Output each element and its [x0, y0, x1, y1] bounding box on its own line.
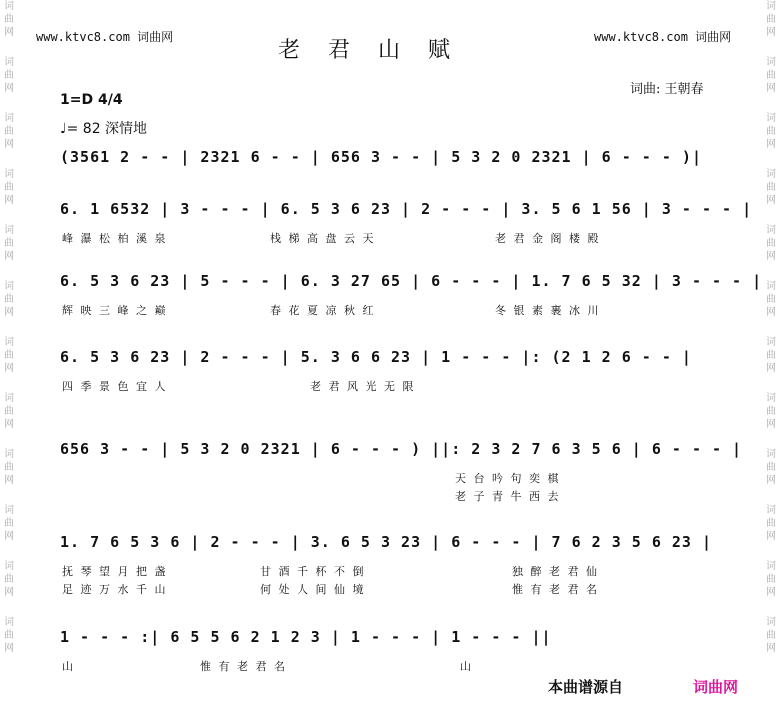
side-watermark-char: 词 — [766, 169, 776, 180]
side-watermark-char: 曲 — [766, 70, 776, 81]
side-watermark-char: 网 — [766, 643, 776, 654]
side-watermark-char: 曲 — [766, 350, 776, 361]
lyric-line: 四 季 景 色 宜 人 — [62, 380, 168, 393]
lyric-line: 春 花 夏 凉 秋 红 — [270, 304, 376, 317]
left-side-watermark — [2, 0, 16, 722]
side-watermark-char: 词 — [766, 393, 776, 404]
right-side-watermark — [764, 0, 778, 722]
side-watermark-char: 词 — [766, 505, 776, 516]
side-watermark-char: 曲 — [766, 462, 776, 473]
notation-row: 6. 5 3 6 23 | 2 - - - | 5. 3 6 6 23 | 1 - - - |: (2 1 2 6 - - | — [60, 348, 692, 366]
lyric-line: 惟 有 老 君 名 — [200, 660, 287, 673]
side-watermark-char: 网 — [4, 307, 14, 318]
side-watermark-char: 网 — [4, 83, 14, 94]
side-watermark-char: 网 — [766, 251, 776, 262]
side-watermark-char: 曲 — [4, 518, 14, 529]
side-watermark-char: 网 — [4, 643, 14, 654]
side-watermark-char: 词 — [4, 57, 14, 68]
lyric-line: 老 君 金 阁 楼 殿 — [495, 232, 601, 245]
lyric-line: 抚 琴 望 月 把 盏 — [62, 565, 168, 578]
side-watermark-char: 网 — [4, 27, 14, 38]
notation-row: 6. 5 3 6 23 | 5 - - - | 6. 3 27 65 | 6 - - - | 1. 7 6 5 32 | 3 - - - | — [60, 272, 763, 290]
side-watermark-char: 词 — [4, 225, 14, 236]
side-watermark-char: 词 — [4, 281, 14, 292]
side-watermark-char: 网 — [766, 419, 776, 430]
side-watermark-char: 网 — [766, 475, 776, 486]
side-watermark-char: 曲 — [4, 574, 14, 585]
side-watermark-char: 词 — [766, 561, 776, 572]
side-watermark-char: 网 — [766, 587, 776, 598]
side-watermark-char: 曲 — [4, 126, 14, 137]
lyric-line: 足 迹 万 水 千 山 — [62, 583, 168, 596]
side-watermark-char: 网 — [766, 531, 776, 542]
notation-row: (3561 2 - - | 2321 6 - - | 656 3 - - | 5 3 2 0 2321 | 6 - - - )| — [60, 148, 702, 166]
side-watermark-char: 曲 — [766, 238, 776, 249]
side-watermark-char: 词 — [766, 281, 776, 292]
side-watermark-char: 曲 — [4, 350, 14, 361]
side-watermark-char: 词 — [4, 113, 14, 124]
side-watermark-char: 词 — [4, 393, 14, 404]
side-watermark-char: 曲 — [4, 462, 14, 473]
side-watermark-char: 词 — [4, 505, 14, 516]
side-watermark-char: 曲 — [766, 406, 776, 417]
lyric-line: 冬 银 素 裹 冰 川 — [495, 304, 601, 317]
lyric-line: 山 — [460, 660, 473, 673]
lyric-line: 辉 映 三 峰 之 巅 — [62, 304, 168, 317]
side-watermark-char: 词 — [766, 57, 776, 68]
brand-logo: 词曲网 — [693, 678, 739, 696]
notation-row: 1 - - - :| 6 5 5 6 2 1 2 3 | 1 - - - | 1 - - - || — [60, 628, 552, 646]
key-signature: 1=D 4/4 — [60, 92, 123, 108]
side-watermark-char: 网 — [766, 195, 776, 206]
side-watermark-char: 网 — [4, 195, 14, 206]
side-watermark-char: 网 — [766, 83, 776, 94]
side-watermark-char: 网 — [4, 587, 14, 598]
side-watermark-char: 曲 — [4, 294, 14, 305]
side-watermark-char: 网 — [4, 419, 14, 430]
watermark-right: www.ktvc8.com 词曲网 — [594, 30, 732, 44]
side-watermark-char: 曲 — [4, 238, 14, 249]
side-watermark-char: 曲 — [4, 406, 14, 417]
song-title: 老君山赋 — [278, 38, 479, 63]
side-watermark-char: 词 — [4, 617, 14, 628]
lyric-line: 山 — [62, 660, 75, 673]
side-watermark-char: 网 — [766, 27, 776, 38]
lyric-line: 老 君 风 光 无 限 — [310, 380, 416, 393]
side-watermark-char: 曲 — [766, 574, 776, 585]
lyric-line: 天 台 吟 句 奕 棋 — [455, 472, 561, 485]
side-watermark-char: 词 — [766, 617, 776, 628]
side-watermark-char: 网 — [4, 251, 14, 262]
composer-credit: 词曲: 王朝春 — [630, 82, 704, 97]
tempo-marking: ♩= 82 深情地 — [60, 121, 148, 137]
lyric-line: 峰 瀑 松 柏 溪 泉 — [62, 232, 168, 245]
lyric-line: 何 处 人 间 仙 境 — [260, 583, 366, 596]
side-watermark-char: 词 — [766, 449, 776, 460]
side-watermark-char: 曲 — [4, 70, 14, 81]
side-watermark-char: 曲 — [766, 14, 776, 25]
side-watermark-char: 网 — [4, 531, 14, 542]
side-watermark-char: 网 — [4, 363, 14, 374]
side-watermark-char: 词 — [766, 113, 776, 124]
side-watermark-char: 词 — [4, 449, 14, 460]
lyric-line: 老 子 青 牛 西 去 — [455, 490, 561, 503]
side-watermark-char: 曲 — [766, 182, 776, 193]
source-label: 本曲谱源自 — [548, 678, 624, 696]
side-watermark-char: 网 — [766, 307, 776, 318]
side-watermark-char: 曲 — [766, 518, 776, 529]
side-watermark-char: 词 — [4, 1, 14, 12]
side-watermark-char: 网 — [4, 139, 14, 150]
side-watermark-char: 曲 — [4, 14, 14, 25]
lyric-line: 甘 酒 千 杯 不 倒 — [260, 565, 366, 578]
side-watermark-char: 词 — [766, 225, 776, 236]
side-watermark-char: 词 — [766, 337, 776, 348]
side-watermark-char: 词 — [4, 169, 14, 180]
lyric-line: 独 醉 老 君 仙 — [512, 565, 599, 578]
side-watermark-char: 曲 — [4, 182, 14, 193]
side-watermark-char: 词 — [4, 561, 14, 572]
notation-row: 1. 7 6 5 3 6 | 2 - - - | 3. 6 5 3 23 | 6 - - - | 7 6 2 3 5 6 23 | — [60, 533, 712, 551]
side-watermark-char: 网 — [766, 139, 776, 150]
watermark-left: www.ktvc8.com 词曲网 — [36, 30, 174, 44]
side-watermark-char: 曲 — [766, 630, 776, 641]
side-watermark-char: 词 — [4, 337, 14, 348]
lyric-line: 栈 梯 高 盘 云 天 — [270, 232, 376, 245]
side-watermark-char: 词 — [766, 1, 776, 12]
side-watermark-char: 曲 — [766, 294, 776, 305]
side-watermark-char: 曲 — [766, 126, 776, 137]
notation-row: 656 3 - - | 5 3 2 0 2321 | 6 - - - ) ||: 2 3 2 7 6 3 5 6 | 6 - - - | — [60, 440, 743, 458]
side-watermark-char: 曲 — [4, 630, 14, 641]
notation-row: 6. 1 6532 | 3 - - - | 6. 5 3 6 23 | 2 - - - | 3. 5 6 1 56 | 3 - - - | — [60, 200, 753, 218]
side-watermark-char: 网 — [766, 363, 776, 374]
side-watermark-char: 网 — [4, 475, 14, 486]
lyric-line: 惟 有 老 君 名 — [512, 583, 599, 596]
